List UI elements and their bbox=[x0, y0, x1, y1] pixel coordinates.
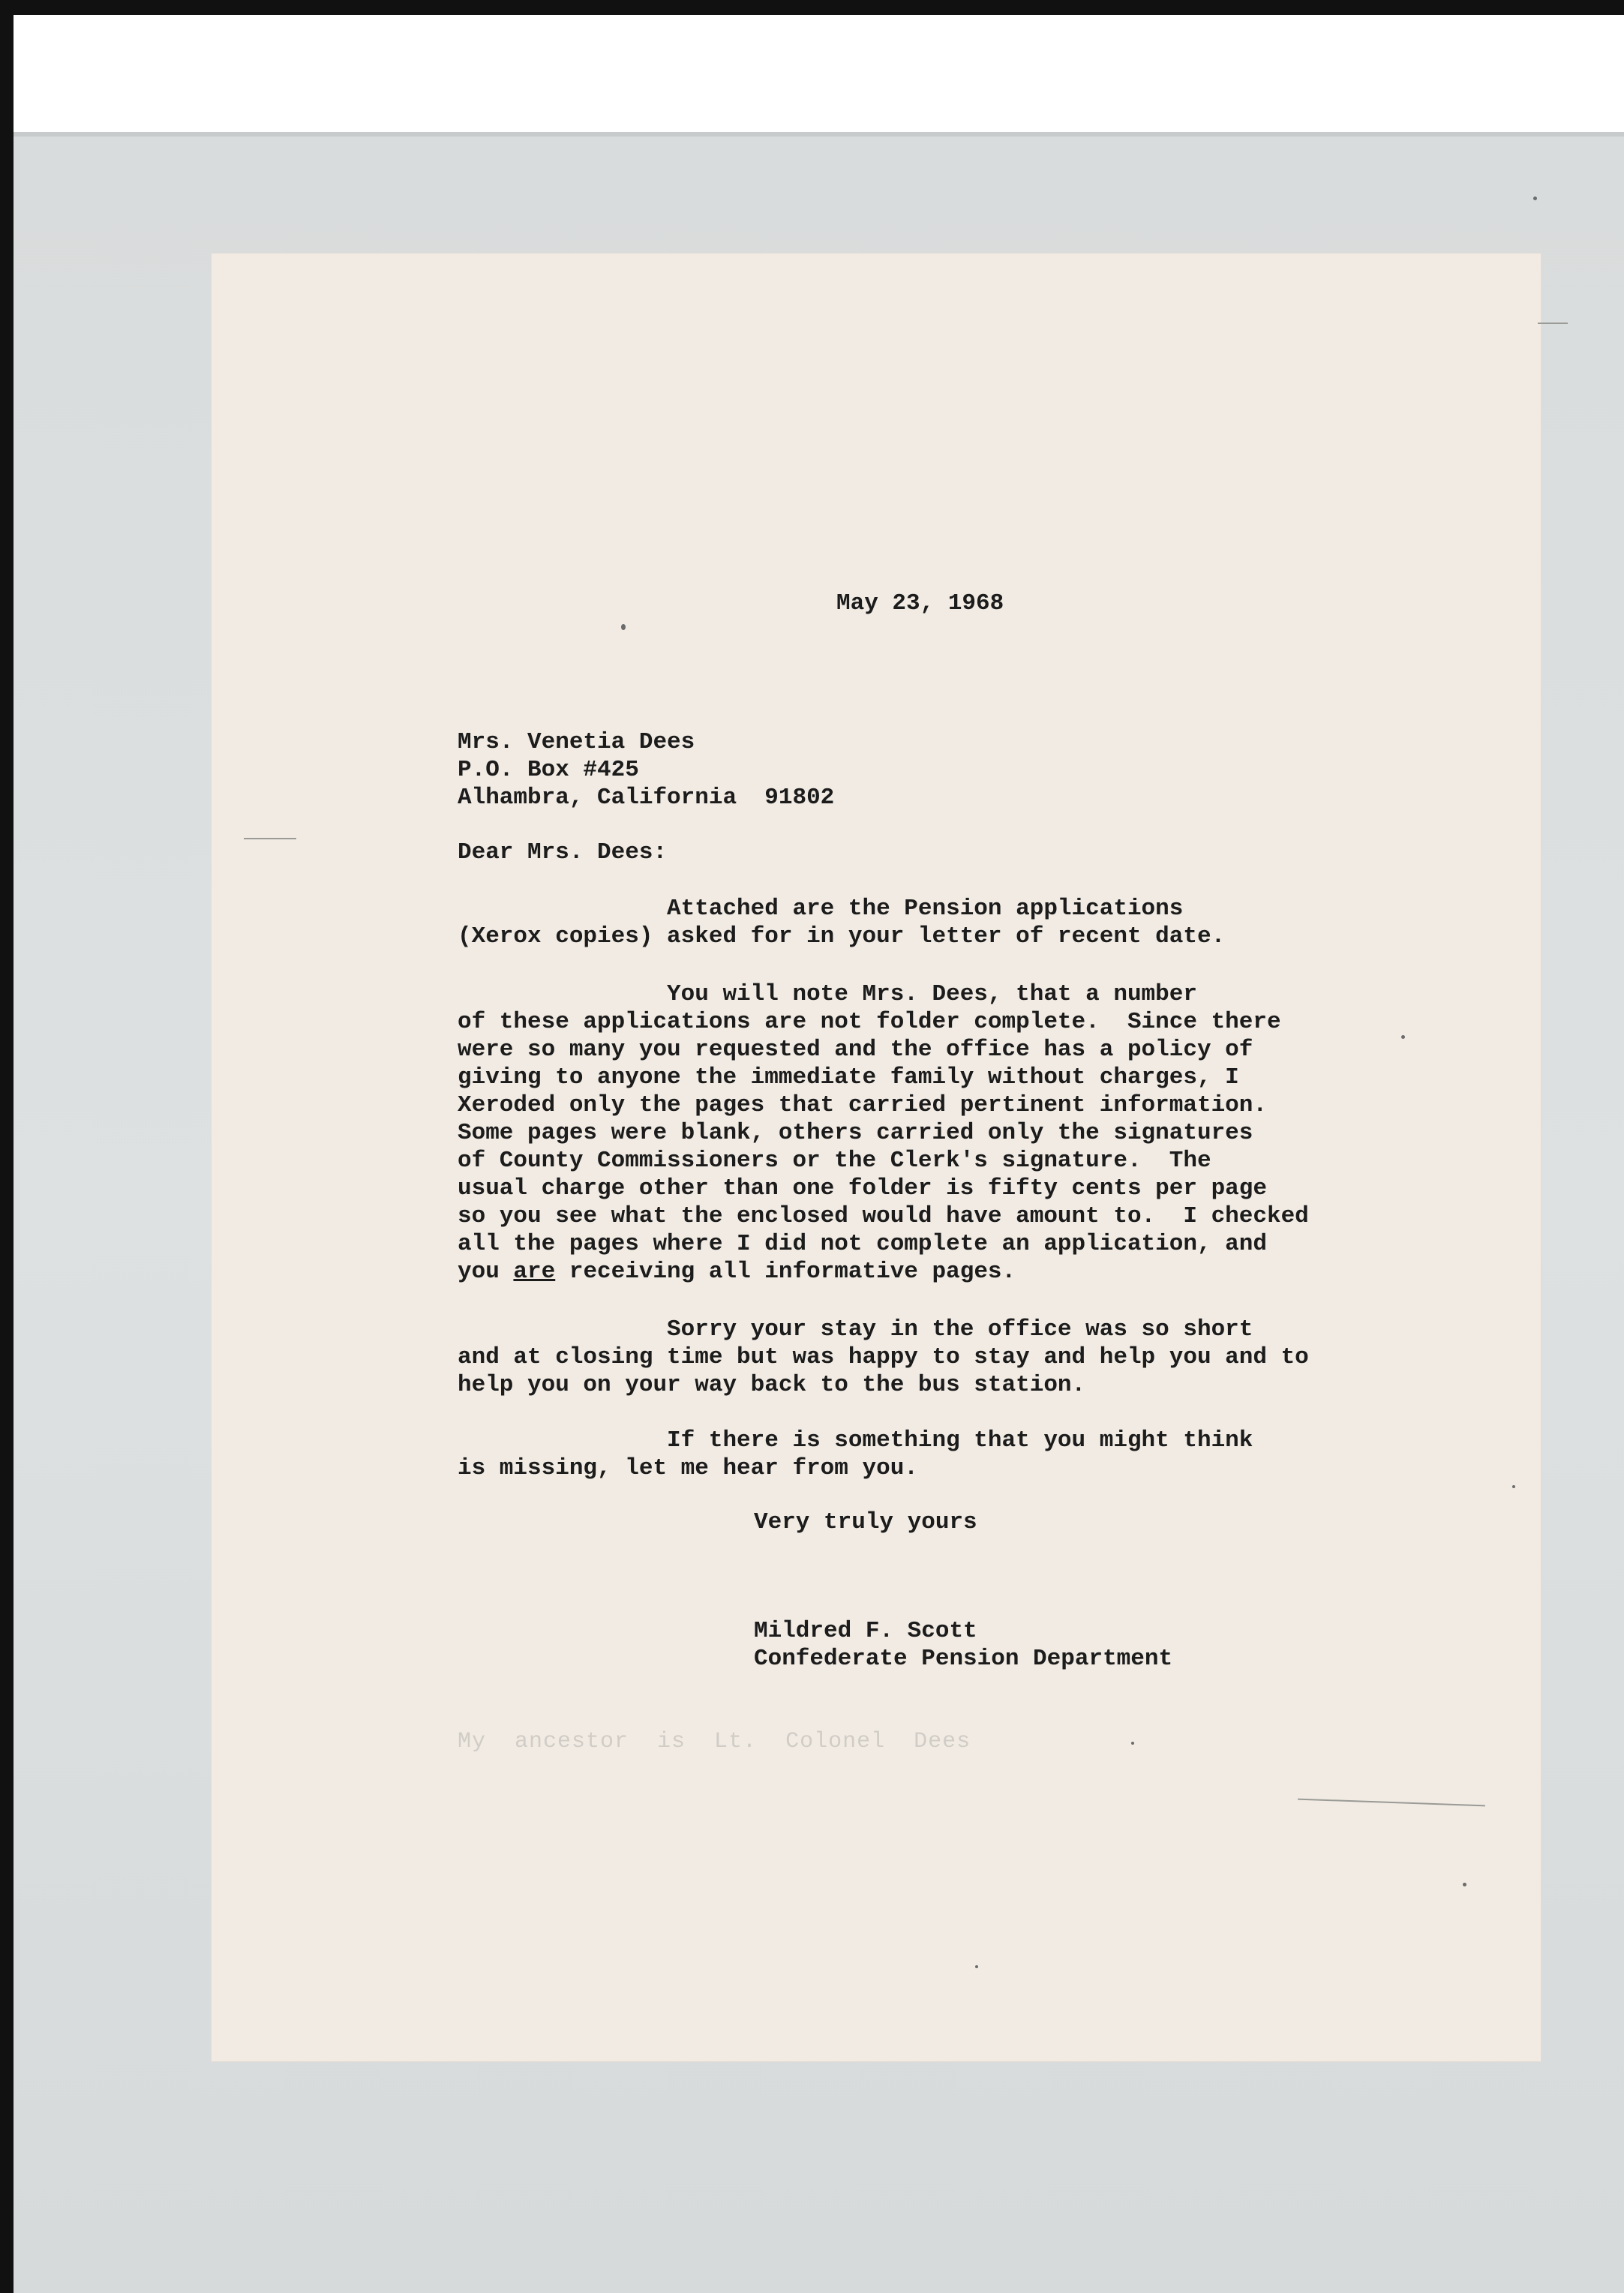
scan-top-border bbox=[0, 0, 1624, 15]
paragraph-applications-end: receiving all informative pages. bbox=[555, 1259, 1016, 1285]
scan-mark bbox=[244, 838, 296, 839]
paragraph-attached: Attached are the Pension applications (Xerox copies) asked for in your letter of recent date. bbox=[458, 896, 1226, 950]
recipient-city: Alhambra, California 91802 bbox=[458, 785, 835, 811]
paragraph-applications-body: You will note Mrs. Dees, that a number of these applications are not folder complete. Since there were so many you requested and the office has a policy of giving to anyone the immediate family without charges, I Xeroded only the pages that carried pertinent information. Some pages were blank, others carried only the signatures of County Commissioners or the Clerk's signature. The usual charge other than one folder is fifty cents per page so you see what the enclosed would have amount to. I checked all the pages where I did not complete an application, and you bbox=[458, 981, 1309, 1285]
signature-block bbox=[754, 1617, 1172, 1673]
closing: Very truly yours bbox=[754, 1509, 977, 1535]
signer-department: Confederate Pension Department bbox=[754, 1646, 1173, 1672]
sleeve-edge bbox=[14, 132, 1624, 137]
scan-speck bbox=[1512, 1485, 1515, 1488]
paragraph-applications bbox=[458, 980, 1309, 1286]
scan-speck bbox=[975, 1965, 978, 1968]
paragraph-visit: Sorry your stay in the office was so short and at closing time but was happy to stay and help you and to help you on your way back to the bus station. bbox=[458, 1316, 1309, 1398]
scan-mark bbox=[1538, 323, 1568, 324]
signer-name: Mildred F. Scott bbox=[754, 1618, 977, 1644]
scan-speck bbox=[1463, 1883, 1466, 1886]
salutation: Dear Mrs. Dees: bbox=[458, 839, 668, 866]
recipient-name: Mrs. Venetia Dees bbox=[458, 729, 695, 755]
recipient-address bbox=[458, 728, 834, 812]
scan-speck bbox=[621, 624, 626, 630]
letter-date: May 23, 1968 bbox=[836, 590, 1004, 617]
faded-typed-line: My ancestor is Lt. Colonel Dees bbox=[458, 1729, 971, 1754]
underlined-emphasis: are bbox=[513, 1259, 556, 1285]
paragraph-missing: If there is something that you might think is missing, let me hear from you. bbox=[458, 1427, 1253, 1481]
scan-speck bbox=[1533, 197, 1537, 200]
scan-left-border bbox=[0, 0, 14, 2293]
recipient-po-box: P.O. Box #425 bbox=[458, 757, 639, 783]
scan-speck bbox=[1131, 1742, 1134, 1745]
scan-speck bbox=[1401, 1035, 1405, 1039]
